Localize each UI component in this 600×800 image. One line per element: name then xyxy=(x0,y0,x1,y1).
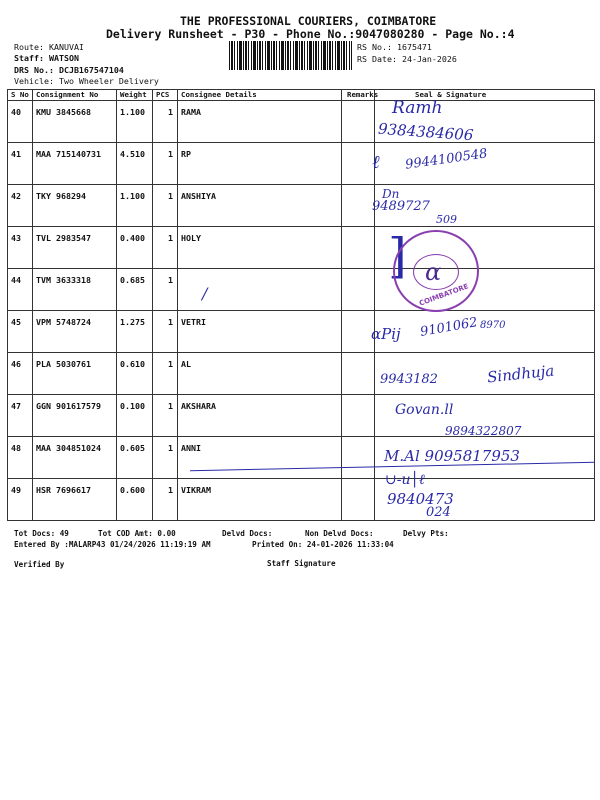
col-consignment: Consignment No xyxy=(33,90,117,101)
cell-sno: 46 xyxy=(8,353,33,395)
cell-pcs: 1 xyxy=(153,101,178,143)
cell-consignee: AKSHARA xyxy=(178,395,342,437)
cell-remarks xyxy=(342,479,375,521)
cell-sno: 44 xyxy=(8,269,33,311)
non-delivered-docs: Non Delvd Docs: xyxy=(305,529,374,538)
handwritten-mark: / xyxy=(202,284,208,303)
cell-consignment: TKY 968294 xyxy=(33,185,117,227)
cell-sno: 49 xyxy=(8,479,33,521)
cell-sno: 48 xyxy=(8,437,33,479)
handwritten-initials: Dn xyxy=(382,187,400,201)
cell-sno: 40 xyxy=(8,101,33,143)
cell-consignee: ANNI xyxy=(178,437,342,479)
table-row xyxy=(8,227,595,269)
cell-pcs: 1 xyxy=(153,479,178,521)
cell-remarks xyxy=(342,101,375,143)
cell-consignment: GGN 901617579 xyxy=(33,395,117,437)
table-row xyxy=(8,101,595,143)
total-cod: Tot COD Amt: 0.00 xyxy=(98,529,176,538)
cell-weight: 1.100 xyxy=(117,101,153,143)
cell-sno: 45 xyxy=(8,311,33,353)
runsheet-subtitle: Delivery Runsheet - P30 - Phone No.:9047080280 - Page No.:4 xyxy=(106,27,515,41)
handwritten-phone-extra: 8970 xyxy=(480,320,506,331)
total-docs: Tot Docs: 49 xyxy=(14,529,69,538)
cell-remarks xyxy=(342,437,375,479)
handwritten-name: Sindhuja xyxy=(486,361,556,387)
cell-weight: 0.100 xyxy=(117,395,153,437)
cell-consignee: HOLY xyxy=(178,227,342,269)
cell-consignee: VETRI xyxy=(178,311,342,353)
staff-label: Staff: WATSON xyxy=(14,53,79,63)
cell-consignee: RAMA xyxy=(178,101,342,143)
col-sno: S No xyxy=(8,90,33,101)
entered-by: Entered By :MALARP43 01/24/2026 11:19:19 AM xyxy=(14,540,211,549)
cell-weight: 1.275 xyxy=(117,311,153,353)
handwritten-phone: 9894322807 xyxy=(445,424,522,438)
cell-remarks xyxy=(342,143,375,185)
cell-weight: 1.100 xyxy=(117,185,153,227)
cell-pcs: 1 xyxy=(153,353,178,395)
delivery-points: Delvy Pts: xyxy=(403,529,449,538)
handwritten-name: Ramh xyxy=(392,98,443,118)
cell-remarks xyxy=(342,311,375,353)
barcode xyxy=(229,41,352,70)
cell-sno: 47 xyxy=(8,395,33,437)
col-consignee: Consignee Details xyxy=(178,90,342,101)
cell-pcs: 1 xyxy=(153,269,178,311)
table-row xyxy=(8,143,595,185)
cell-consignee: ANSHIYA xyxy=(178,185,342,227)
cell-pcs: 1 xyxy=(153,395,178,437)
cell-weight: 0.685 xyxy=(117,269,153,311)
delivered-docs: Delvd Docs: xyxy=(222,529,273,538)
cell-pcs: 1 xyxy=(153,227,178,269)
handwritten-signature: ℓ xyxy=(372,152,380,173)
cell-consignee: VIKRAM xyxy=(178,479,342,521)
cell-consignment: KMU 3845668 xyxy=(33,101,117,143)
rs-number: RS No.: 1675471 xyxy=(357,42,432,52)
col-remarks: Remarks xyxy=(342,90,375,101)
handwritten-signature: ∪-u│ℓ xyxy=(385,472,425,488)
handwritten-phone: 9943182 xyxy=(380,372,438,387)
handwritten-phone: 9840473 xyxy=(387,490,454,508)
cell-signature xyxy=(375,311,595,353)
handwritten-phone: M.Al 9095817953 xyxy=(384,447,520,465)
cell-weight: 4.510 xyxy=(117,143,153,185)
handwritten-signature: αPij xyxy=(371,325,401,343)
cell-consignment: TVL 2983547 xyxy=(33,227,117,269)
company-title: THE PROFESSIONAL COURIERS, COIMBATORE xyxy=(180,14,437,28)
col-seal-signature: Seal & Signature xyxy=(375,90,595,101)
route-label: Route: KANUVAI xyxy=(14,42,84,52)
table-row xyxy=(8,185,595,227)
table-row xyxy=(8,269,595,311)
table-row xyxy=(8,479,595,521)
printed-on: Printed On: 24-01-2026 11:33:04 xyxy=(252,540,394,549)
handwritten-phone-extra: 509 xyxy=(436,213,457,226)
cell-consignment: PLA 5030761 xyxy=(33,353,117,395)
stamp-text: COIMBATORE xyxy=(418,282,470,308)
col-weight: Weight xyxy=(117,90,153,101)
cell-consignment: HSR 7696617 xyxy=(33,479,117,521)
cell-consignment: MAA 715140731 xyxy=(33,143,117,185)
cell-pcs: 1 xyxy=(153,143,178,185)
handwritten-name: Govan.ll xyxy=(395,402,454,418)
cell-pcs: 1 xyxy=(153,437,178,479)
col-pcs: PCS xyxy=(153,90,178,101)
cell-consignee: RP xyxy=(178,143,342,185)
handwritten-phone: 9944100548 xyxy=(404,146,489,173)
handwritten-phone-extra: 024 xyxy=(426,505,451,520)
cell-remarks xyxy=(342,353,375,395)
cell-sno: 43 xyxy=(8,227,33,269)
cell-remarks xyxy=(342,227,375,269)
handwritten-phone: 9101062 xyxy=(419,315,479,340)
cell-consignment: VPM 5748724 xyxy=(33,311,117,353)
table-row xyxy=(8,311,595,353)
cell-consignment: MAA 304851024 xyxy=(33,437,117,479)
drs-number: DRS No.: DCJB167547104 xyxy=(14,65,124,75)
cell-weight: 0.610 xyxy=(117,353,153,395)
cell-sno: 41 xyxy=(8,143,33,185)
vehicle-label: Vehicle: Two Wheeler Delivery xyxy=(14,76,159,86)
staff-signature: Staff Signature xyxy=(267,559,336,568)
cell-remarks xyxy=(342,185,375,227)
cell-remarks xyxy=(342,395,375,437)
cell-remarks xyxy=(342,269,375,311)
handwritten-mark: ] xyxy=(388,228,407,284)
cell-consignment: TVM 3633318 xyxy=(33,269,117,311)
cell-pcs: 1 xyxy=(153,185,178,227)
cell-weight: 0.400 xyxy=(117,227,153,269)
handwritten-phone: 9489727 xyxy=(372,199,430,214)
verified-by: Verified By xyxy=(14,560,65,569)
table-header xyxy=(8,90,595,101)
cell-weight: 0.605 xyxy=(117,437,153,479)
handwritten-phone: 9384384606 xyxy=(377,119,474,145)
cell-pcs: 1 xyxy=(153,311,178,353)
stamp-signature: α xyxy=(425,258,442,286)
cell-consignee: AL xyxy=(178,353,342,395)
cell-sno: 42 xyxy=(8,185,33,227)
cell-weight: 0.600 xyxy=(117,479,153,521)
rs-date: RS Date: 24-Jan-2026 xyxy=(357,54,457,64)
